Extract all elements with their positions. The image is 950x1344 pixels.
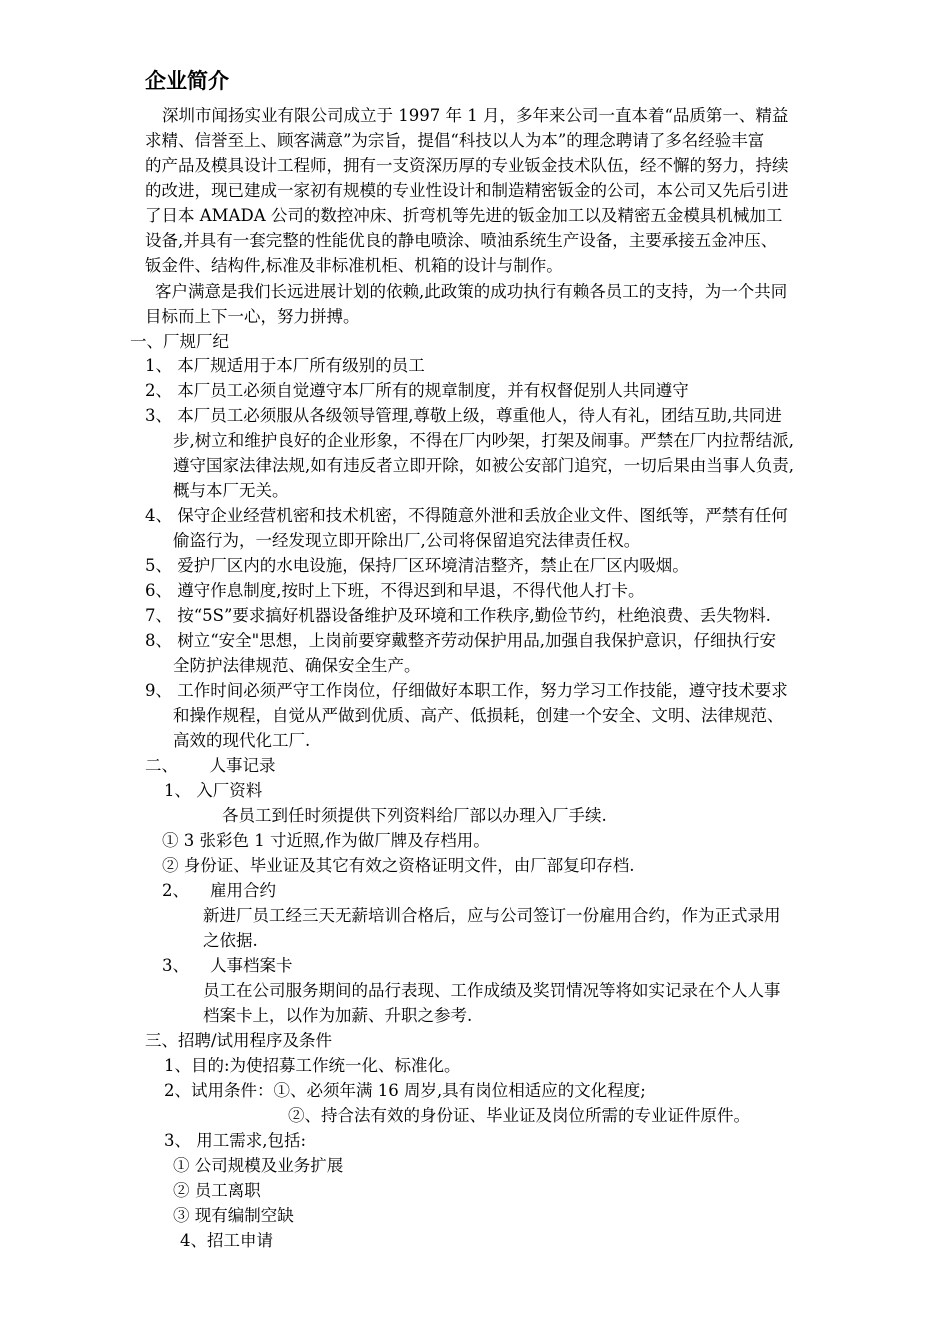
intro-line: 求精、信誉至上、顾客满意”为宗旨，提倡“科技以人为本”的理念聘请了多名经验丰富 xyxy=(145,131,765,150)
rule-item-cont: 步,树立和维护良好的企业形象，不得在厂内吵架，打架及闹事。严禁在厂内拉帮结派, xyxy=(173,431,794,450)
rule-item: 5、 爱护厂区内的水电设施，保持厂区环境清洁整齐，禁止在厂区内吸烟。 xyxy=(145,556,689,575)
rule-item: 9、 工作时间必须严守工作岗位，仔细做好本职工作，努力学习工作技能，遵守技术要求 xyxy=(145,681,788,700)
intro-line: 客户满意是我们长远进展计划的依赖,此政策的成功执行有赖各员工的支持，为一个共同 xyxy=(155,282,788,301)
intro-line: 目标而上下一心，努力拼搏。 xyxy=(145,307,360,326)
intro-line: 的产品及模具设计工程师，拥有一支资深历厚的专业钣金技术队伍，经不懈的努力，持续 xyxy=(145,156,789,175)
subsection-heading: 4、招工申请 xyxy=(180,1231,273,1250)
body-line: 之依据. xyxy=(203,931,258,950)
rule-item-cont: 偷盗行为，一经发现立即开除出厂,公司将保留追究法律责任权。 xyxy=(173,531,641,550)
subsection-heading: 1、 入厂资料 xyxy=(164,781,263,800)
list-item: ① 3 张彩色 1 寸近照,作为做厂牌及存档用。 xyxy=(162,831,490,850)
rule-item: 7、 按“5S”要求搞好机器设备维护及环境和工作秩序,勤俭节约，杜绝浪费、丢失物料. xyxy=(145,606,771,625)
list-item: ③ 现有编制空缺 xyxy=(173,1206,294,1225)
rule-item: 4、 保守企业经营机密和技术机密，不得随意外泄和丢放企业文件、图纸等，严禁有任何 xyxy=(145,506,788,525)
body-line: 新进厂员工经三天无薪培训合格后，应与公司签订一份雇用合约，作为正式录用 xyxy=(203,906,781,925)
rule-item: 3、 本厂员工必须服从各级领导管理,尊敬上级，尊重他人，待人有礼，团结互助,共同进 xyxy=(145,406,782,425)
subsection-heading: 2、 雇用合约 xyxy=(162,881,276,900)
rule-item-cont: 概与本厂无关。 xyxy=(173,481,289,500)
page-title: 企业简介 xyxy=(145,69,229,93)
intro-line: 了日本 AMADA 公司的数控冲床、折弯机等先进的钣金加工以及精密五金模具机械加工 xyxy=(145,206,783,225)
intro-line: 深圳市闻扬实业有限公司成立于 1997 年 1 月，多年来公司一直本着“品质第一、精益 xyxy=(162,106,789,125)
body-line: 档案卡上，以作为加薪、升职之参考. xyxy=(203,1006,473,1025)
list-item: ② 身份证、毕业证及其它有效之资格证明文件，由厂部复印存档. xyxy=(162,856,635,875)
intro-line: 设备,并具有一套完整的性能优良的静电喷涂、喷油系统生产设备，主要承接五金冲压、 xyxy=(145,231,778,250)
body-line: 1、目的:为使招募工作统一化、标准化。 xyxy=(164,1056,461,1075)
rule-item-cont: 全防护法律规范、确保安全生产。 xyxy=(173,656,421,675)
rule-item: 8、 树立“安全"思想，上岗前要穿戴整齐劳动保护用品,加强自我保护意识，仔细执行安 xyxy=(145,631,777,650)
rule-item-cont: 和操作规程，自觉从严做到优质、高产、低损耗，创建一个安全、文明、法律规范、 xyxy=(173,706,784,725)
rule-item-cont: 高效的现代化工厂. xyxy=(173,731,311,750)
list-item: ① 公司规模及业务扩展 xyxy=(173,1156,344,1175)
list-item: ② 员工离职 xyxy=(173,1181,261,1200)
intro-line: 的改进，现已建成一家初有规模的专业性设计和制造精密钣金的公司，本公司又先后引进 xyxy=(145,181,789,200)
rule-item: 1、 本厂规适用于本厂所有级别的员工 xyxy=(145,356,425,375)
rule-item: 6、 遵守作息制度,按时上下班，不得迟到和早退，不得代他人打卡。 xyxy=(145,581,645,600)
subsection-heading: 3、 人事档案卡 xyxy=(162,956,293,975)
section-heading: 一、厂规厂纪 xyxy=(130,332,229,351)
rule-item-cont: 遵守国家法律法规,如有违反者立即开除，如被公安部门追究，一切后果由当事人负责, xyxy=(173,456,794,475)
rule-item: 2、 本厂员工必须自觉遵守本厂所有的规章制度，并有权督促别人共同遵守 xyxy=(145,381,689,400)
body-line: 各员工到任时须提供下列资料给厂部以办理入厂手续. xyxy=(222,806,607,825)
section-heading: 二、 人事记录 xyxy=(145,756,276,775)
intro-line: 钣金件、结构件,标准及非标准机柜、机箱的设计与制作。 xyxy=(145,256,563,275)
body-line: 员工在公司服务期间的品行表现、工作成绩及奖罚情况等将如实记录在个人人事 xyxy=(203,981,781,1000)
body-line: 2、试用条件：①、必须年满 16 周岁,具有岗位相适应的文化程度; xyxy=(164,1081,646,1100)
section-heading: 三、招聘/试用程序及条件 xyxy=(145,1031,333,1050)
body-line: ②、持合法有效的身份证、毕业证及岗位所需的专业证件原件。 xyxy=(288,1106,750,1125)
subsection-heading: 3、 用工需求,包括: xyxy=(164,1131,307,1150)
